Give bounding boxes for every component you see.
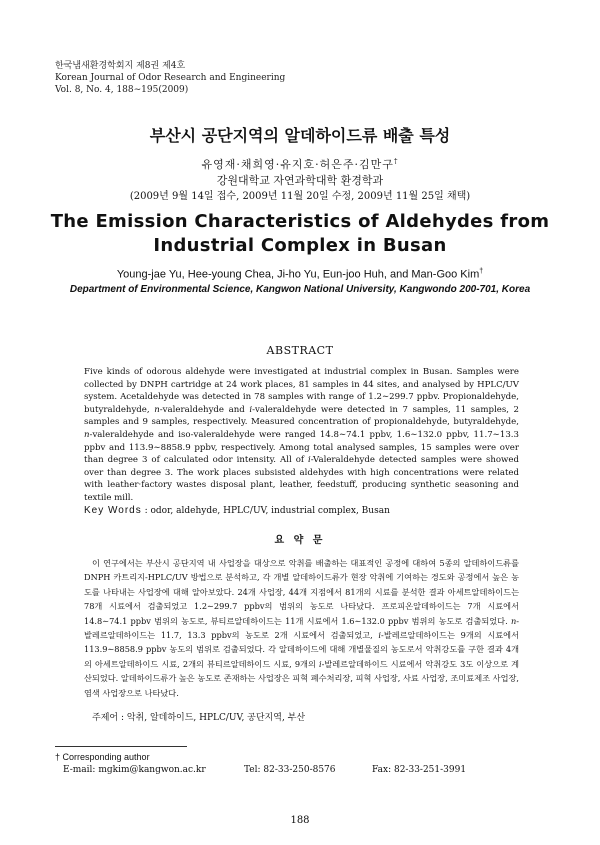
abstract-italic-3: n — [84, 429, 90, 440]
abstract-text-5: -Valeraldehyde detected samples were showed over than degree 3. The work places subsisted aldehydes with high concentrations were related with leather·factory wastes disposal plant, leather, feedstuff, producing synthetic seasoning and textile mill. — [84, 455, 519, 503]
keywords-text: : odor, aldehyde, HPLC/UV, industrial complex, Busan — [141, 506, 390, 516]
journal-volume: Vol. 8, No. 4, 188∼195(2009) — [55, 85, 189, 95]
authors-korean-names: 유영재·채희영·유지호·허은주·김만구 — [201, 158, 394, 171]
footnote-email: E-mail: mgkim@kangwon.ac.kr — [63, 765, 206, 775]
korean-keywords: 주제어 : 악취, 알데하이드, HPLC/UV, 공단지역, 부산 — [92, 713, 306, 723]
abstract-text-1: Five kinds of odorous aldehyde were investigated at industrial complex in Busan. Samples were collected by DNPH cartridge at 24 work places, 81 samples in 44 sites, and analysed by HPLC/UV system. Acetaldehyde was detected in 78 samples with range of 1.2∼299.7 ppbv. Propionaldehyde, butyraldehyde, — [84, 367, 519, 415]
keywords — [84, 505, 390, 516]
journal-name-ko: 한국냄새환경학회지 제8권 제4호 — [55, 61, 186, 71]
corresponding-mark: † — [393, 157, 399, 166]
keywords-label: Key Words — [84, 505, 142, 516]
corresponding-mark-en: † — [479, 268, 484, 275]
abstract-italic-2: i — [249, 404, 253, 415]
korean-summary-text-1: 이 연구에서는 부산시 공단지역 내 사업장을 대상으로 악취를 배출하는 대표적인 공정에 대하여 5종의 알데하이드류를 DNPH 카트리지-HPLC/UV 방법으로 분석하고, 각 개별 알데하이드류가 현장 악취에 기여하는 경도와 공정에서 높은 농도를 나타내는 사업장에 대해 알아보았다. 24개 사업장, 44개 지점에서 81개의 시료를 분석한 결과 아세트알데하이드는 78개 시료에서 검출되었고 1.2∼299.7 ppbv의 범위의 농도로 나타났다. 프로피온알데하이드는 7개 시료에서 14.8∼74.1 ppbv 범위의 농도로, 뷰티르알데하이드는 11개 시료에서 1.6∼132.0 ppbv 범위의 농도로 검출되었다. — [84, 558, 519, 626]
abstract-heading: ABSTRACT — [266, 344, 334, 357]
footnote-tel: Tel: 82-33-250-8576 — [244, 765, 336, 775]
korean-summary-italic-1: n — [510, 615, 517, 626]
korean-summary-heading: 요 약 문 — [274, 535, 326, 546]
journal-name-en: Korean Journal of Odor Research and Engineering — [55, 73, 286, 83]
abstract-text-4: -valeraldehyde and iso-valeraldehyde were ranged 14.8∼74.1 ppbv, 1.6∼132.0 ppbv, 11.7∼13.3 ppbv and 113.9∼8858.9 ppbv, respectively. Among total analysed samples, 15 samples were over than degree 3 of calculated odor intensity. All of — [84, 429, 519, 466]
korean-summary-italic-3: i — [318, 658, 322, 669]
journal-header — [55, 60, 285, 96]
korean-summary-body — [84, 556, 519, 700]
footnote-divider — [55, 746, 187, 747]
abstract-text-2: -valeraldehyde and — [159, 404, 250, 415]
korean-summary-text-4: -발레르알데하이드 시료에서 악취강도 3도 이상으로 계산되었다. 알데하이드류가 높은 농도로 존재하는 사업장은 피혁 폐수처리장, 피혁 사업장, 사료 사업장, 조미료제조 사업장, 염색 사업장으로 나타났다. — [84, 658, 519, 698]
korean-summary-italic-2: i — [378, 630, 382, 641]
page-number: 188 — [290, 815, 310, 826]
footnote-fax: Fax: 82-33-251-3991 — [372, 765, 467, 775]
title-english — [0, 210, 600, 258]
authors-english — [0, 268, 600, 281]
abstract-text-3: -valeraldehyde were detected in 7 samples, 11 samples, 2 samples and 9 samples, respectively. Measured concentration of propionaldehyde, butyraldehyde, — [84, 404, 520, 428]
abstract-italic-4: i — [308, 455, 311, 466]
submission-dates: (2009년 9월 14일 접수, 2009년 11월 20일 수정, 2009년 11월 25일 채택) — [129, 191, 471, 202]
authors-korean — [0, 156, 600, 172]
title-korean: 부산시 공단지역의 알데하이드류 배출 특성 — [149, 126, 451, 145]
korean-summary-text-2: -발레르알데하이드는 11.7, 13.3 ppbv의 농도로 2개 시료에서 검출되었고, — [84, 615, 519, 641]
title-english-line2: Industrial Complex in Busan — [153, 235, 447, 256]
abstract-italic-1: n — [154, 404, 160, 415]
title-english-line1: The Emission Characteristics of Aldehydes from — [50, 211, 550, 232]
authors-english-names: Young-jae Yu, Hee-young Chea, Ji-ho Yu, Eun-joo Huh, and Man-Goo Kim — [116, 268, 480, 281]
footnote-title: † Corresponding author — [55, 752, 150, 762]
korean-summary-text-3: -발레르알데하이드는 9개의 시료에서 113.9∼8858.9 ppbv 농도의 범위로 검출되었다. 각 알데하이드에 대해 개별물질의 농도로서 악취강도를 구한 결과 4개의 아세트알데하이드 시료, 2개의 뷰티르알데하이드 시료, 9개의 — [84, 630, 519, 669]
abstract-body — [84, 366, 519, 505]
affiliation-korean: 강원대학교 자연과학대학 환경학과 — [216, 174, 384, 187]
affiliation-english: Department of Environmental Science, Kangwon National University, Kangwondo 200-701, Korea — [69, 284, 531, 295]
